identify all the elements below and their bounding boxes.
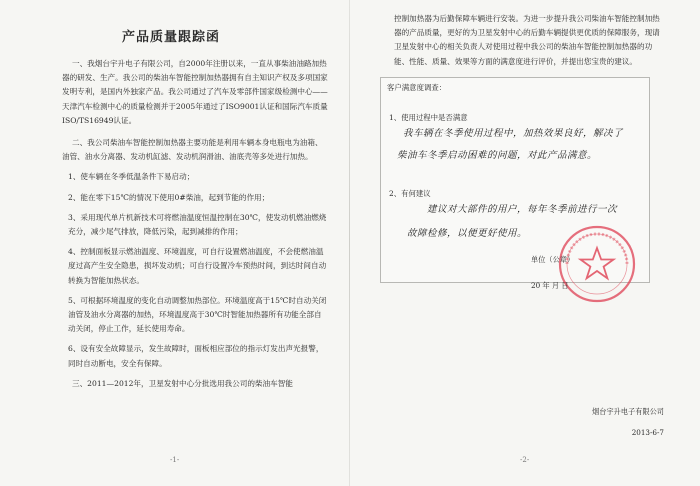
intro-paragraph-1: 一、我烟台宇升电子有限公司，自2000年注册以来，一直从事柴油油路加热器的研发、生产。我公司的柴油车智能控制加热器拥有自主知识产权及多项国家发明专利，是国内外独家产品。我公司通过了汽车及零部件国家级检测中心——天津汽车检测中心的质量检测并于2005年通过了ISO9001认证和国际汽车质量ISO/TS16949认证。: [62, 59, 328, 125]
page-number-left: -1-: [170, 456, 180, 464]
survey-box: [380, 77, 650, 290]
survey-question-2: 2、有何建议: [389, 188, 431, 198]
document-title: 产品质量跟踪函: [122, 30, 221, 45]
company-name: 烟台宇升电子有限公司: [592, 407, 664, 416]
feature-item-2: 2、能在零下15℃的情况下使用0#柴油，起到节能的作用；: [68, 192, 270, 202]
letter-date: 2013-6-7: [631, 428, 664, 437]
feature-item-5: 5、可根据环境温度的变化自动调整加热部位。环境温度高于15℃时自动关闭油管及油水分离器的加热，环境温度高于30℃时智能加热器所有功能全部自动关闭，停止工作，延长使用寿命。: [68, 295, 327, 334]
handwritten-answer-2-line-2: 故障检修，以便更好使用。: [407, 227, 528, 239]
section-three-paragraph: 三、2011—2012年，卫星发射中心分批选用我公司的柴油车智能: [72, 378, 293, 388]
handwritten-answer-1-line-2: 柴油车冬季启动困难的问题，对此产品满意。: [397, 149, 598, 161]
feature-item-4: 4、控制面板显示燃油温度、环境温度，可自行设置燃油温度，不会使燃油温度过高产生安全隐患，损坏发动机；可自行设置冷车预热时间，到达时间自动转换为智能加热状态。: [68, 247, 327, 285]
intro-paragraph-2: 二、我公司柴油车智能控制加热器主要功能是利用车辆本身电瓶电为油箱、油管、油水分离器、发动机缸滤、发动机润滑油、油底壳等多处进行加热。: [62, 138, 323, 162]
feature-item-1: 1、使车辆在冬季低温条件下易启动；: [68, 172, 195, 182]
seal-label: 单位（公章）: [531, 254, 575, 264]
continuation-paragraph: 控制加热器为后勤保障车辆进行安装。为进一步提升我公司柴油车智能控制加热器的产品质量，更好的为卫星发射中心的后勤车辆提供更优质的保障服务，现请卫星发射中心的相关负责人对使用过程中我公司的柴油车智能控制加热器的功能、性能、质量、效果等方面的满意度进行评价，并提出您宝贵的建议。: [394, 14, 660, 66]
survey-question-1: 1、使用过程中是否满意: [389, 112, 468, 122]
handwritten-answer-1-line-1: 我车辆在冬季使用过程中，加热效果良好，解决了: [403, 127, 624, 139]
right-page: [350, 0, 700, 486]
company-signature: [592, 405, 664, 439]
feature-item-3: 3、采用现代单片机新技术可将燃油温度恒温控制在30℃，使发动机燃油燃烧充分，减少尾气排放，降低污染，起到减排的作用；: [68, 212, 327, 237]
signature-area: [531, 254, 574, 292]
feature-item-6: 6、设有安全故障显示，发生故障时，面板相应部位的指示灯发出声光报警，同时自动断电，安全有保障。: [68, 344, 324, 368]
page-number-right: -2-: [520, 456, 530, 464]
survey-title: 客户满意度调查：: [387, 82, 447, 92]
sign-date-line: 20 年 月 日: [531, 280, 569, 290]
handwritten-answer-2-line-1: 建议对大部件的用户，每年冬季前进行一次: [427, 203, 618, 215]
